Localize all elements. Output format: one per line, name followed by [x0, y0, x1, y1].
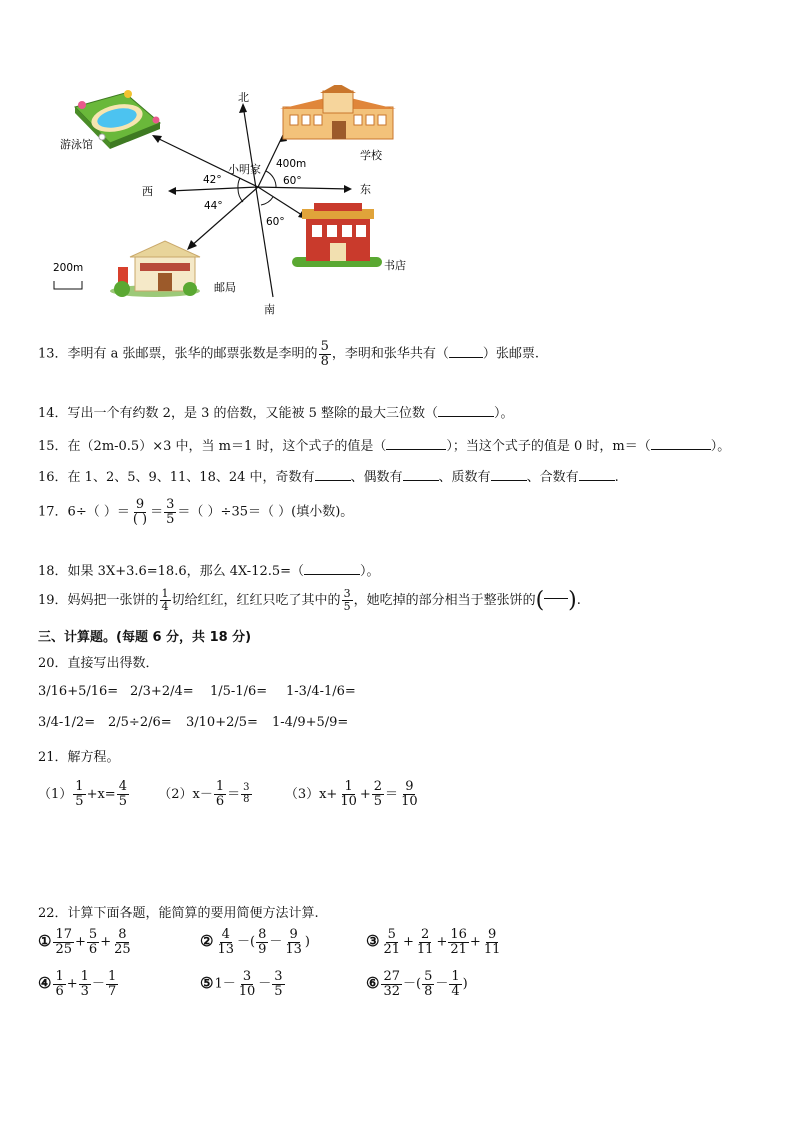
answer-blank[interactable]	[315, 468, 351, 481]
q22-problem-3: ③ $\frac{5}{21}$ + $\frac{2}{11}$ + $\frac{16}{21}$ + $\frac{9}{11}$	[366, 927, 501, 957]
section-3-heading: 三、计算题。(每题 6 分，共 18 分)	[38, 630, 252, 645]
question-20-title: 20．直接写出得数．	[38, 656, 159, 671]
post-label: 邮局	[214, 281, 236, 294]
north-south-line	[243, 105, 273, 297]
fraction: $\frac{1}{4}$	[161, 587, 169, 613]
angle-arc-post	[238, 189, 243, 202]
fraction-answer-blank[interactable]: ( )	[535, 588, 577, 613]
north-arrowhead	[239, 103, 247, 113]
scale-label: 200m	[53, 262, 84, 274]
q20-row-2: 3/4-1/2= 2/5÷2/6= 3/10+2/5= 1-4/9+5/9=	[38, 715, 349, 730]
answer-blank[interactable]	[449, 345, 483, 358]
school-picture	[280, 85, 396, 139]
question-13: 13．李明有 a 张邮票，张华的邮票张数是李明的 $\frac{5}{8}$ ，李明和张华共有（ ）张邮票.	[38, 339, 539, 369]
post-office-picture	[110, 241, 200, 297]
angle-book-label: 60°	[266, 216, 285, 228]
fraction: $\frac{3}{5}$	[166, 497, 175, 527]
angle-arc-school	[266, 171, 276, 188]
q21-equations	[38, 780, 421, 808]
answer-blank[interactable]	[491, 468, 527, 481]
question-19: 19．妈妈把一张饼的 $\frac{1}{4}$ 切给红红，红红只吃了其中的 $\frac{3}{5}$ ，她吃掉的部分相当于整张饼的( ).	[38, 587, 581, 613]
q22-problem-2: ② $\frac{4}{13}$ －( $\frac{8}{9}$ － $\frac{9}{13}$ )	[200, 927, 310, 957]
answer-blank[interactable]	[403, 468, 439, 481]
angle-arc-book	[261, 197, 273, 205]
question-17: 17．6÷（ ）＝ $\frac{9}{( )}$ ＝ $\frac{3}{5}$ ＝（ ）÷35＝（ ）(填小数)。	[38, 497, 354, 527]
direction-map	[40, 85, 440, 325]
north-label: 北	[238, 91, 249, 104]
school-distance-label: 400m	[276, 158, 307, 170]
answer-blank[interactable]	[651, 437, 711, 450]
west-arrowhead	[168, 187, 176, 195]
west-label: 西	[142, 185, 153, 198]
scale-bar	[54, 281, 82, 289]
east-label: 东	[360, 183, 371, 196]
bookstore-arrow	[258, 187, 305, 217]
west-arrow	[170, 187, 258, 191]
question-14: 14．写出一个有约数 2，是 3 的倍数，又能被 5 整除的最大三位数（ ）。	[38, 406, 514, 421]
equation-3: （3）x+ $\frac{1}{10}$ + $\frac{2}{5}$ ＝ $\frac{9}{10}$	[284, 779, 418, 809]
bookstore-picture	[292, 203, 382, 267]
south-label: 南	[264, 303, 275, 316]
home-label: 小明家	[228, 163, 261, 176]
answer-blank[interactable]	[386, 437, 446, 450]
q22-problem-6: ⑥ $\frac{27}{32}$ －( $\frac{5}{8}$ － $\frac{1}{4}$ )	[366, 969, 468, 999]
pool-arrowhead	[152, 135, 162, 143]
fraction: $\frac{5}{8}$	[320, 339, 329, 369]
question-18: 18．如果 3X+3.6=18.6，那么 4X-12.5=（ ）。	[38, 564, 380, 579]
fraction: $\frac{9}{( )}$	[132, 497, 148, 527]
q22-problem-5: ⑤1－ $\frac{3}{10}$ － $\frac{3}{5}$	[200, 969, 283, 999]
question-15: 15．在（2m-0.5）×3 中，当 m＝1 时，这个式子的值是（ ）；当这个式子的值是 0 时，m＝（ ）。	[38, 439, 731, 454]
q22-problem-1: ① $\frac{17}{25}$ + $\frac{5}{6}$ + $\frac{8}{25}$	[38, 927, 131, 957]
pool-label: 游泳馆	[60, 138, 93, 151]
school-label: 学校	[360, 149, 382, 162]
q20-row-1: 3/16+5/16= 2/3+2/4= 1/5-1/6= 1-3/4-1/6=	[38, 684, 356, 699]
question-16: 16．在 1、2、5、9、11、18、24 中，奇数有 、偶数有 、质数有 、合数有 .	[38, 470, 619, 485]
angle-school-label: 60°	[283, 175, 302, 187]
east-arrowhead	[344, 185, 352, 193]
equation-2: （2）x－ $\frac{1}{6}$ ＝ $\frac{3}{8}$	[158, 779, 250, 809]
answer-blank[interactable]	[438, 404, 494, 417]
question-22-title: 22．计算下面各题，能简算的要用简便方法计算.	[38, 906, 319, 921]
fraction: $\frac{3}{5}$	[343, 587, 351, 613]
equation-1: （1） $\frac{1}{5}$ +x= $\frac{4}{5}$	[38, 779, 127, 809]
post-arrow	[190, 187, 258, 247]
east-west-arrow	[255, 187, 350, 189]
answer-blank[interactable]	[579, 468, 615, 481]
bookstore-label: 书店	[384, 259, 406, 272]
question-21-title: 21．解方程。	[38, 750, 120, 765]
angle-post-label: 44°	[204, 200, 223, 212]
angle-pool-label: 42°	[203, 174, 222, 186]
q22-problem-4: ④ $\frac{1}{6}$ + $\frac{1}{3}$ － $\frac{1}{7}$	[38, 969, 117, 999]
answer-blank[interactable]	[304, 562, 360, 575]
